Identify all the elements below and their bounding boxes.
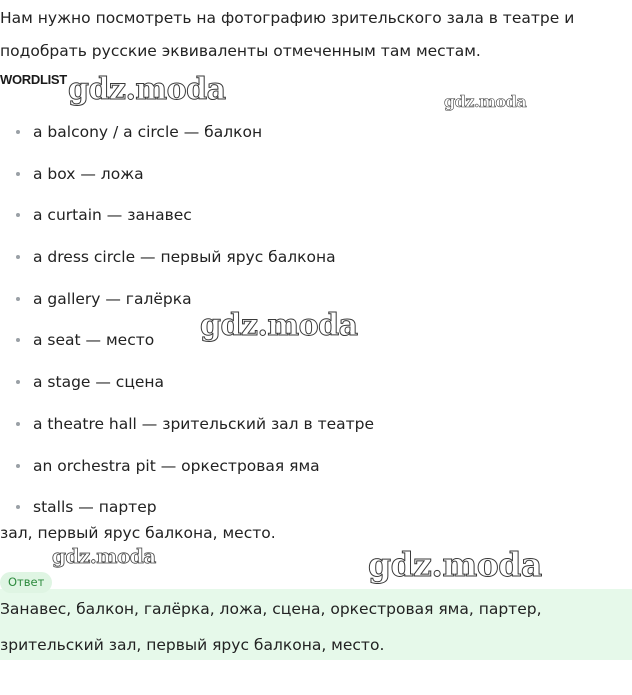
list-item-text: a balcony / a circle — балкон [33,123,263,141]
list-item [0,114,374,156]
bullet-icon [16,380,20,384]
bullet-icon [16,297,20,301]
list-item-text: a gallery — галёрка [33,289,192,308]
intro-text [0,2,632,68]
list-item-text: a dress circle — первый ярус балкона [33,248,336,267]
list-item-text: an orchestra pit — оркестровая яма [33,456,320,475]
list-item [0,197,374,239]
bullet-icon [16,422,20,426]
answer-line-2: зрительский зал, первый ярус балкона, место. [0,636,385,654]
answer-badge: Ответ [0,572,52,593]
text-fragment: зал, первый ярус балкона, место. [0,524,276,542]
list-item [0,448,374,490]
bullet-icon [16,172,20,176]
watermark: gdz.moda [52,544,156,568]
wordlist-heading: WORDLIST [0,72,67,87]
list-item-text: a stage — сцена [33,373,165,392]
intro-line-1: Нам нужно посмотреть на фотографию зрительского зала в театре и [0,9,575,27]
list-item [0,364,374,406]
intro-line-2: подобрать русские эквиваленты отмеченным там местам. [0,42,481,60]
bullet-icon [16,255,20,259]
list-item-text: a box — ложа [33,164,144,183]
list-item [0,156,374,198]
bullet-icon [16,464,20,468]
list-item-text: a theatre hall — зрительский зал в театре [33,414,375,433]
list-item-text: a seat — место [33,331,155,350]
watermark: gdz.moda [200,308,358,343]
list-item-text: a curtain — занавес [33,206,192,225]
watermark: gdz.moda [444,92,527,111]
bullet-icon [16,505,20,509]
watermark: gdz.moda [368,545,542,584]
bullet-icon [16,130,20,134]
answer-text [0,591,630,663]
list-item [0,239,374,281]
list-item-text: stalls — партер [33,498,157,517]
bullet-icon [16,213,20,217]
watermark: gdz.moda [68,72,226,107]
bullet-icon [16,338,20,342]
answer-line-1: Занавес, балкон, галёрка, ложа, сцена, оркестровая яма, партер, [0,600,542,618]
list-item [0,406,374,448]
